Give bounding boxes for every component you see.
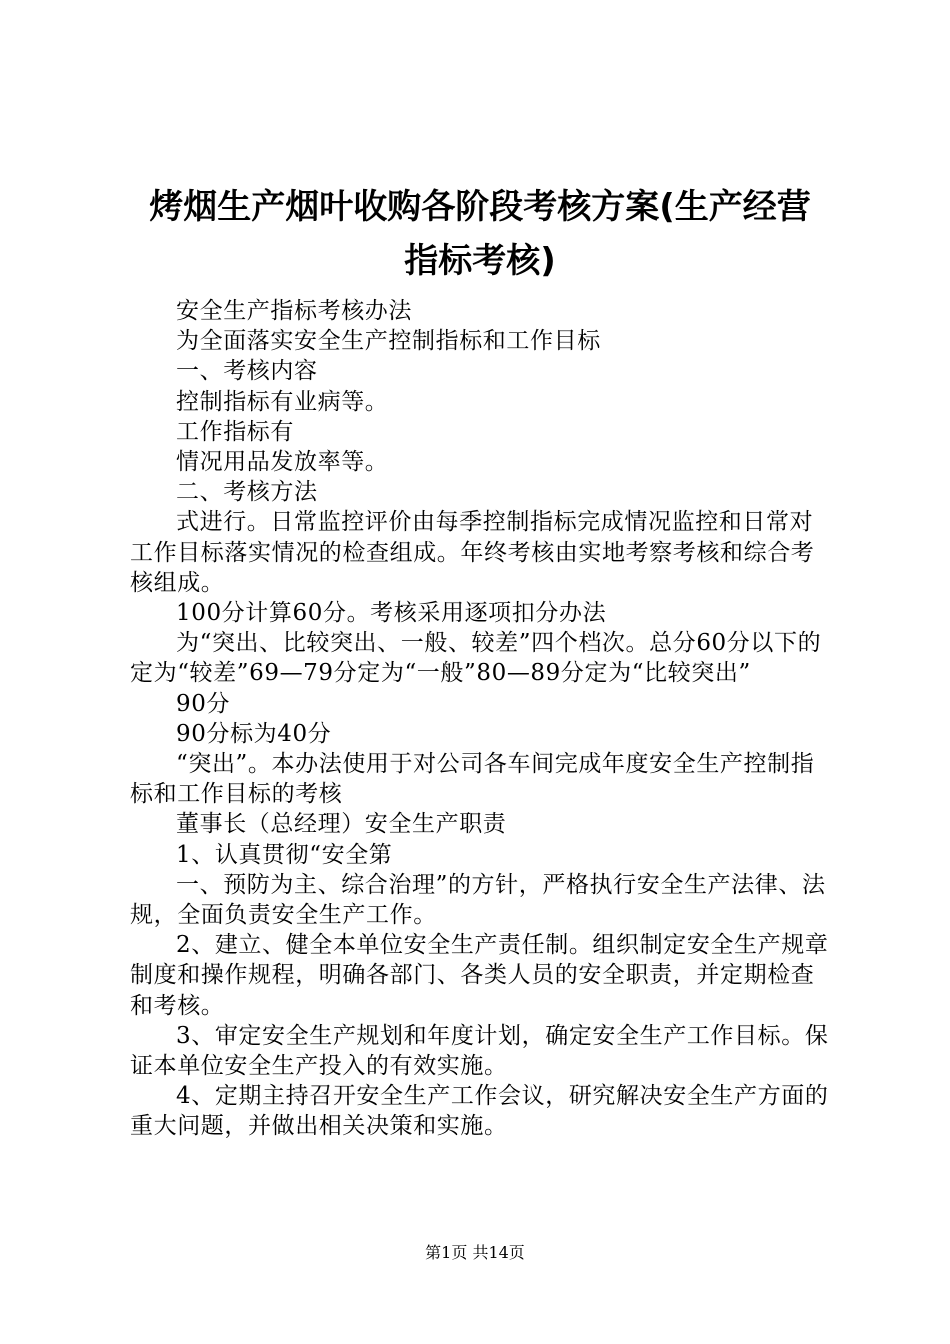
paragraph: 一、考核内容 bbox=[176, 358, 318, 385]
page-footer: 第1页 共14页 bbox=[425, 1243, 525, 1262]
paragraph: 式进行。日常监控评价由每季控制指标完成情况监控和日常对工作目标落实情况的检查组成。年终考核由实地考察考核和综合考核组成。 bbox=[130, 509, 815, 596]
paragraph: 4、定期主持召开安全生产工作会议，研究解决安全生产方面的重大问题，并做出相关决策和实施。 bbox=[130, 1083, 829, 1140]
paragraph: 工作指标有 bbox=[176, 418, 294, 445]
title-line-1: 烤烟生产烟叶收购各阶段考核方案(生产经营 bbox=[149, 187, 811, 227]
paragraph: 为“突出、比较突出、一般、较差”四个档次。总分60分以下的定为“较差”69—79分定为“一般”80—89分定为“比较突出” bbox=[130, 630, 822, 687]
paragraph: 一、预防为主、综合治理”的方针，严格执行安全生产法律、法规，全面负责安全生产工作。 bbox=[130, 871, 826, 929]
paragraph: 90分 bbox=[176, 690, 231, 717]
paragraph: 1、认真贯彻“安全第 bbox=[176, 841, 393, 868]
paragraph: 情况用品发放率等。 bbox=[176, 449, 389, 476]
paragraph: 2、建立、健全本单位安全生产责任制。组织制定安全生产规章制度和操作规程，明确各部门、各类人员的安全职责，并定期检查和考核。 bbox=[130, 932, 829, 1019]
paragraph: 二、考核方法 bbox=[176, 479, 318, 506]
paragraph: 董事长（总经理）安全生产职责 bbox=[176, 811, 507, 838]
paragraph: 90分标为40分 bbox=[176, 720, 332, 747]
paragraph: 安全生产指标考核办法 bbox=[176, 298, 412, 324]
title-line-2: 指标考核) bbox=[404, 241, 556, 281]
paragraph: 为全面落实安全生产控制指标和工作目标 bbox=[176, 328, 601, 355]
paragraph: 3、审定安全生产规划和年度计划，确定安全生产工作目标。保证本单位安全生产投入的有效实施。 bbox=[130, 1022, 829, 1080]
document-title bbox=[130, 180, 830, 288]
paragraph: 100分计算60分。考核采用逐项扣分办法 bbox=[176, 600, 607, 627]
paragraph: 控制指标有业病等。 bbox=[176, 388, 389, 415]
document-body bbox=[130, 296, 832, 1142]
paragraph: “突出”。本办法使用于对公司各车间完成年度安全生产控制指标和工作目标的考核 bbox=[130, 751, 815, 808]
